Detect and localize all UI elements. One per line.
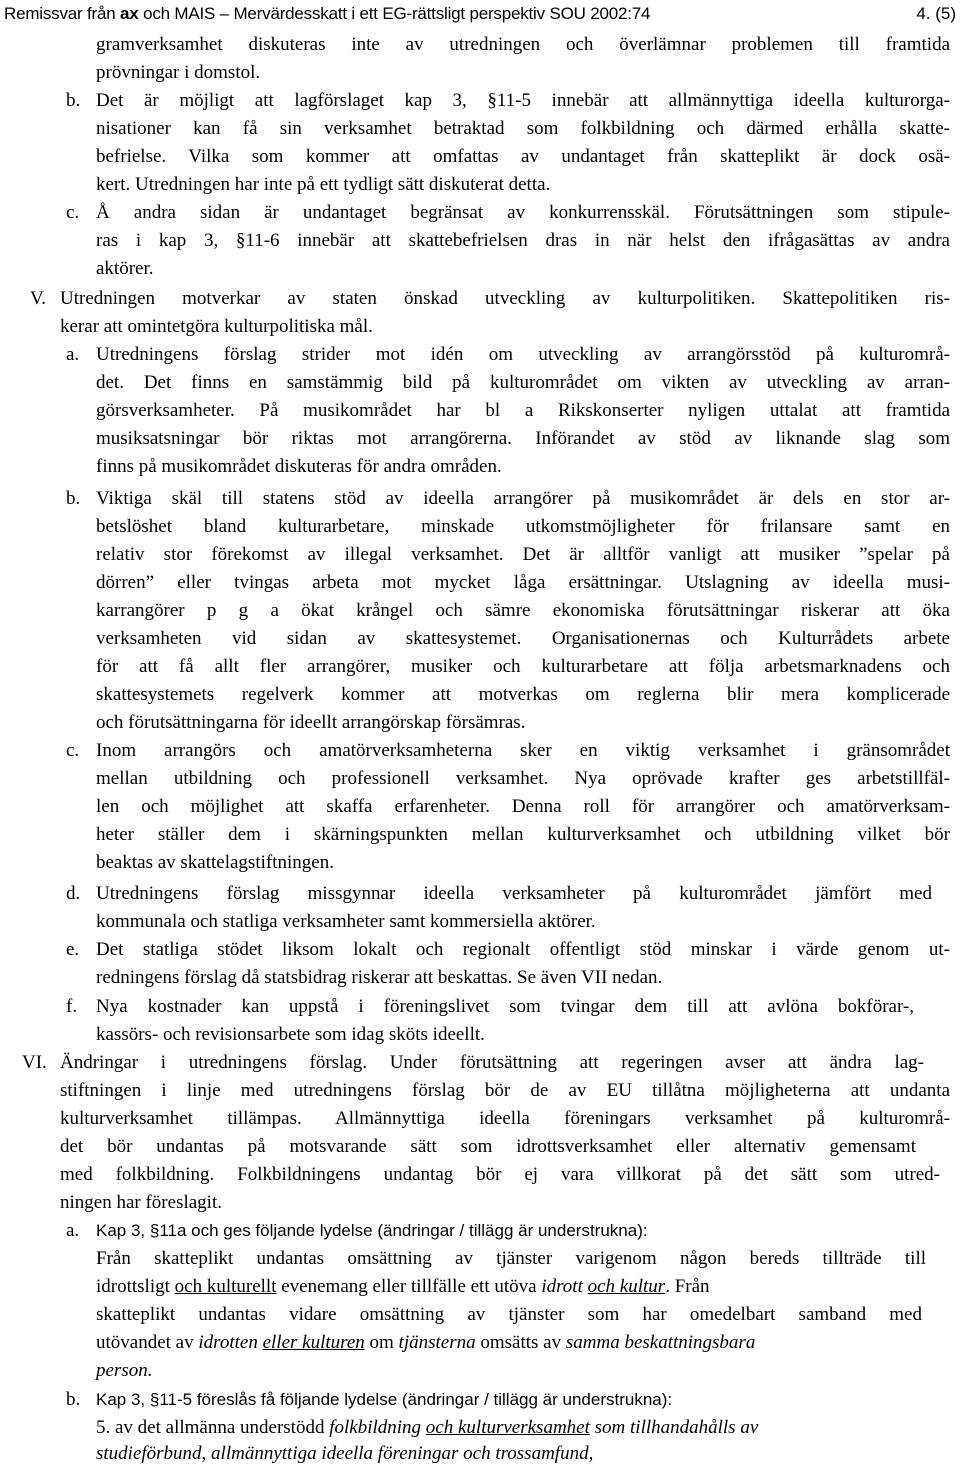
text-line: nisationer kan få sin verksamhet betraktad som folkbildning och därmed erhålla skatte- [96, 118, 950, 139]
text-line: för att få allt fler arrangörer, musiker och kulturarbetare att följa arbetsmarknadens och [96, 656, 950, 677]
text-line: betslöshet bland kulturarbetare, minskade utkomstmöjligheter för frilansare samt en [96, 516, 950, 537]
item-marker: e. [66, 939, 80, 960]
text-line: prövningar i domstol. [96, 62, 261, 83]
quoted-law-line: person. [96, 1360, 153, 1381]
text-line: kassörs- och revisionsarbete som idag sköts ideellt. [96, 1024, 485, 1045]
underlined-addition: och kulturverksamhet [425, 1417, 590, 1438]
underlined-addition: och kulturellt [174, 1276, 277, 1297]
text-line: kulturverksamhet tillämpas. Allmännyttiga ideella föreningars verksamhet på kulturområ- [60, 1108, 950, 1129]
italic-term: idrotten [198, 1332, 258, 1353]
section-marker: VI. [22, 1052, 47, 1073]
text-line: musiksatsningar bör riktas mot arrangörerna. Införandet av stöd av liknande slag som [96, 428, 950, 449]
text-line: stiftningen i linje med utredningens förslag bör de av EU tillåtna möjligheterna att undanta [60, 1080, 950, 1101]
quoted-law-line: 5. av det allmänna understödd folkbildning och kulturverksamhet som tillhandahålls av [96, 1417, 759, 1438]
text-line: gramverksamhet diskuteras inte av utredningen och överlämnar problemen till framtida [96, 34, 950, 55]
text-line: verksamheten vid sidan av skattesystemet. Organisationernas och Kulturrådets arbete [96, 628, 950, 649]
text-line: Det är möjligt att lagförslaget kap 3, §11-5 innebär att allmännyttiga ideella kulturorga- [96, 90, 950, 111]
item-marker: b. [66, 488, 81, 509]
text-line: Utredningen motverkar av staten önskad utveckling av kulturpolitiken. Skattepolitiken ris- [60, 288, 950, 309]
text-line: befrielse. Vilka som kommer att omfattas av undantaget från skatteplikt är dock osä- [96, 146, 950, 167]
text-line: det. Det finns en samstämmig bild på kulturområdet om vikten av utveckling av arran- [96, 372, 950, 393]
text-line: kerar att omintetgöra kulturpolitiska mål. [60, 316, 373, 337]
running-header [4, 2, 956, 26]
item-marker: d. [66, 883, 81, 904]
text-line: kert. Utredningen har inte på ett tydligt sätt diskuterat detta. [96, 174, 551, 195]
text-line: och förutsättningarna för ideellt arrangörskap försämras. [96, 712, 526, 733]
page-number: 4. (5) [916, 4, 956, 23]
item-marker: f. [66, 996, 78, 1017]
text-line: skattesystemets regelverk kommer att motverkas om reglerna blir mera komplicerade [96, 684, 950, 705]
quoted-law-line: idrottsligt och kulturellt evenemang eller tillfälle ett utöva idrott och kultur. Från [96, 1276, 710, 1297]
quoted-law-line: Från skatteplikt undantas omsättning av tjänster varigenom någon bereds tillträde till [96, 1248, 926, 1269]
text-line: det bör undantas på motsvarande sätt som idrottsverksamhet eller alternativ gemensamt [60, 1136, 916, 1157]
text-line: Inom arrangörs och amatörverksamheterna sker en viktig verksamhet i gränsområdet [96, 740, 950, 761]
text-line: Utredningens förslag strider mot idén om utveckling av arrangörsstöd på kulturområ- [96, 344, 950, 365]
item-marker: c. [66, 740, 80, 761]
text-line: Utredningens förslag missgynnar ideella verksamheter på kulturområdet jämfört med [96, 883, 932, 904]
text-line: redningens förslag då statsbidrag riskerar att beskattas. Se även VII nedan. [96, 967, 663, 988]
text-line: görsverksamheter. På musikområdet har bl a Rikskonserter nyligen uttalat att framtida [96, 400, 950, 421]
text-line: kommunala och statliga verksamheter samt kommersiella aktörer. [96, 911, 596, 932]
item-marker: b. [66, 1389, 81, 1410]
proposal-intro: Kap 3, §11a och ges följande lydelse (ändringar / tillägg är understrukna): [96, 1221, 648, 1240]
text-line: Det statliga stödet liksom lokalt och regionalt offentligt stöd minskar i värde genom ut- [96, 939, 950, 960]
italic-term: folkbildning [329, 1417, 422, 1438]
text-line: karrangörer p g a ökat krångel och sämre ekonomiska förutsättningar riskerar att öka [96, 600, 950, 621]
section-marker: V. [30, 288, 47, 309]
italic-term: samma beskattningsbara [565, 1332, 756, 1353]
text-line: Å andra sidan är undantaget begränsat av konkurrensskäl. Förutsättningen som stipule- [96, 202, 950, 223]
item-marker: b. [66, 90, 81, 111]
text-line: Nya kostnader kan uppstå i föreningslivet som tvingar dem till att avlöna bokförar-, [96, 996, 914, 1017]
text-line: dörren” eller tvingas arbeta mot mycket låga ersättningar. Utslagning av ideella musi- [96, 572, 950, 593]
header-title: Remissvar från ax och MAIS – Mervärdesskatt i ett EG-rättsligt perspektiv SOU 2002:74 [4, 4, 651, 23]
item-marker: a. [66, 1220, 80, 1241]
text-line: ningen har föreslagit. [60, 1192, 222, 1213]
quoted-law-line: utövandet av idrotten eller kulturen om tjänsterna omsätts av samma beskattningsbara [96, 1332, 756, 1353]
header-title-bold: ax [120, 4, 139, 23]
text-line: len och möjlighet att skaffa erfarenheter. Denna roll för arrangörer och amatörverksam- [96, 796, 950, 817]
underlined-addition: och kultur [587, 1276, 666, 1297]
underlined-addition: eller kulturen [262, 1332, 365, 1353]
italic-term: som tillhandahålls av [589, 1417, 759, 1438]
text-line: med folkbildning. Folkbildningens undantag bör ej vara villkorat på det sätt som utred- [60, 1164, 940, 1185]
quoted-law-line: studieförbund, allmännyttiga ideella föreningar och trossamfund, [96, 1443, 594, 1464]
text-line: ras i kap 3, §11-6 innebär att skattebefrielsen dras in när helst den ifrågasättas av andra [96, 230, 950, 251]
italic-term: tjänsterna [398, 1332, 476, 1353]
text-line: Ändringar i utredningens förslag. Under förutsättning att regeringen avser att ändra lag- [60, 1052, 924, 1073]
quoted-law-line: skatteplikt undantas vidare omsättning av tjänster som har omedelbart samband med [96, 1304, 922, 1325]
item-marker: c. [66, 202, 80, 223]
item-marker: a. [66, 344, 80, 365]
text-line: Viktiga skäl till statens stöd av ideella arrangörer på musikområdet är dels en stor ar- [96, 488, 950, 509]
text-line: heter ställer dem i skärningspunkten mellan kulturverksamhet och utbildning vilket bör [96, 824, 950, 845]
text-line: beaktas av skattelagstiftningen. [96, 852, 334, 873]
proposal-intro: Kap 3, §11-5 föreslås få följande lydelse (ändringar / tillägg är understrukna): [96, 1390, 673, 1409]
text-line: relativ stor förekomst av illegal verksamhet. Det är alltför vanligt att musiker ”spelar på [96, 544, 950, 565]
text-line: finns på musikområdet diskuteras för andra områden. [96, 456, 502, 477]
text-line: aktörer. [96, 258, 154, 279]
italic-term: idrott [541, 1276, 583, 1297]
text-line: mellan utbildning och professionell verksamhet. Nya oprövade krafter ges arbetstillfäl- [96, 768, 950, 789]
